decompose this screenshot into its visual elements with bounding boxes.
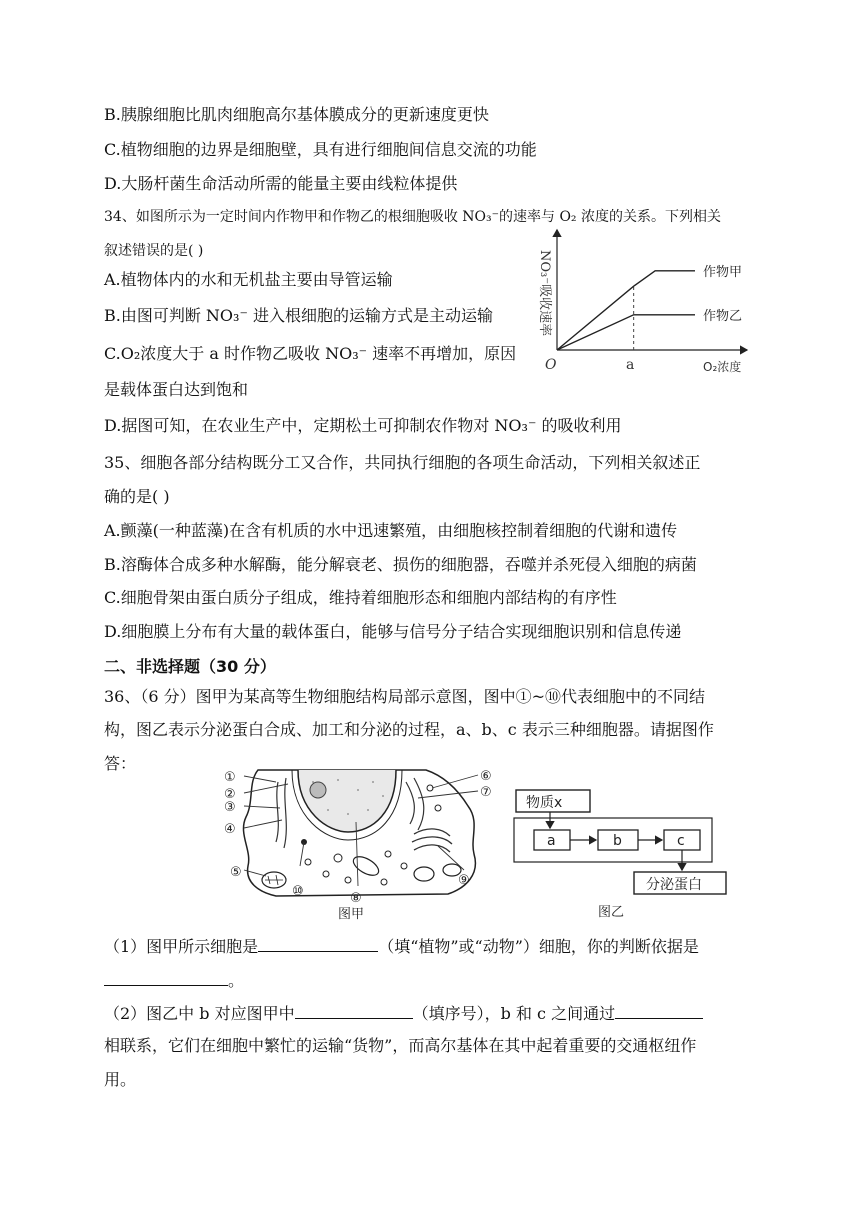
figure-jia-caption: 图甲 [338, 907, 365, 922]
q33-option-c: C.植物细胞的边界是细胞壁，具有进行细胞间信息交流的功能 [104, 140, 537, 159]
nucleolus [310, 782, 326, 798]
answer-blank-link[interactable] [615, 1002, 703, 1019]
q36-part2-line3: 用。 [104, 1070, 137, 1089]
marker-4: ④ [224, 822, 236, 837]
x-tick-label-a: a [626, 357, 635, 373]
y-axis-label: NO₃⁻吸收速率 [537, 250, 552, 337]
q36-stem-line2: 构，图乙表示分泌蛋白合成、加工和分泌的过程，a、b、c 表示三种细胞器。请据图作 [104, 720, 714, 739]
series-label-2: 作物乙 [703, 308, 743, 324]
q36-part1-end: 。 [228, 971, 245, 990]
q35-stem-line1: 35、细胞各部分结构既分工又合作，共同执行细胞的各项生命活动，下列相关叙述正 [104, 453, 701, 472]
q35-option-b: B.溶酶体合成多种水解酶，能分解衰老、损伤的细胞器，吞噬并杀死侵入细胞的病菌 [104, 555, 697, 574]
q34-option-c-line1: C.O₂浓度大于 a 时作物乙吸收 NO₃⁻ 速率不再增加，原因 [104, 344, 517, 363]
marker-1: ① [224, 770, 236, 785]
q36-part2-line2: 相联系，它们在细胞中繁忙的运输“货物”，而高尔基体在其中起着重要的交通枢纽作 [104, 1036, 697, 1055]
q35-option-d: D.细胞膜上分布有大量的载体蛋白，能够与信号分子结合实现细胞识别和信息传递 [104, 622, 682, 641]
q36-part2-prefix: （2）图乙中 b 对应图甲中 [104, 1004, 295, 1023]
figure-jia-cell-diagram [218, 762, 503, 922]
marker-5: ⑤ [230, 865, 242, 880]
marker-6: ⑥ [480, 769, 492, 784]
answer-blank-b-number[interactable] [295, 1002, 413, 1019]
series-label-1: 作物甲 [703, 264, 743, 280]
answer-blank-basis[interactable] [104, 969, 228, 986]
output-label: 分泌蛋白 [646, 877, 702, 893]
nucleus [298, 770, 396, 832]
figure-yi-caption: 图乙 [598, 905, 625, 920]
golgi-body [412, 829, 452, 852]
q36-stem-line1: 36、（6 分）图甲为某高等生物细胞结构局部示意图，图中①~⑩代表细胞中的不同结 [104, 687, 706, 706]
marker-10: ⑩ [292, 884, 304, 899]
q36-part2-line1 [104, 1002, 703, 1024]
q34-stem-line2: 叙述错误的是( ) [104, 243, 204, 259]
q36-part2-middle: （填序号），b 和 c 之间通过 [412, 1004, 616, 1023]
q33-option-d: D.大肠杆菌生命活动所需的能量主要由线粒体提供 [104, 174, 458, 193]
box-a-label: a [547, 833, 556, 849]
marker-7: ⑦ [480, 785, 492, 800]
box-b-label: b [613, 833, 622, 849]
series-line-1 [557, 271, 695, 350]
q35-stem-line2: 确的是( ) [104, 487, 170, 506]
q35-option-c: C.细胞骨架由蛋白质分子组成，维持着细胞形态和细胞内部结构的有序性 [104, 588, 617, 607]
q34-absorption-chart [525, 220, 770, 380]
figure-yi-flow-diagram [510, 786, 735, 921]
marker-3: ③ [224, 800, 236, 815]
q36-part1-line2 [104, 969, 244, 991]
marker-8: ⑧ [350, 891, 362, 906]
q33-option-b: B.胰腺细胞比肌肉细胞高尔基体膜成分的更新速度更快 [104, 105, 489, 124]
q36-part1-prefix: （1）图甲所示细胞是 [104, 937, 259, 956]
input-label: 物质x [526, 795, 563, 811]
q36-part1-middle: （填“植物”或“动物”）细胞，你的判断依据是 [378, 937, 699, 956]
box-c-label: c [677, 833, 685, 849]
x-axis-label: O₂浓度 [703, 360, 742, 374]
q34-option-d: D.据图可知，在农业生产中，定期松土可抑制农作物对 NO₃⁻ 的吸收利用 [104, 416, 622, 435]
q34-stem-line1: 34、如图所示为一定时间内作物甲和作物乙的根细胞吸收 NO₃⁻的速率与 O₂ 浓度的关系。下列相关 [104, 209, 721, 225]
marker-9: ⑨ [458, 873, 470, 888]
marker-2: ② [224, 787, 236, 802]
answer-blank-cell-type[interactable] [258, 935, 378, 952]
q34-option-b: B.由图可判断 NO₃⁻ 进入根细胞的运输方式是主动运输 [104, 306, 493, 325]
q36-part1-line1 [104, 935, 699, 957]
q34-option-c-line2: 是载体蛋白达到饱和 [104, 380, 249, 399]
q34-option-a: A.植物体内的水和无机盐主要由导管运输 [104, 270, 393, 289]
q36-stem-line3: 答： [104, 754, 137, 773]
q35-option-a: A.颤藻(一种蓝藻)在含有机质的水中迅速繁殖，由细胞核控制着细胞的代谢和遗传 [104, 521, 678, 540]
section-title: 二、非选择题（30 分） [104, 657, 276, 676]
origin-label: O [545, 357, 557, 373]
